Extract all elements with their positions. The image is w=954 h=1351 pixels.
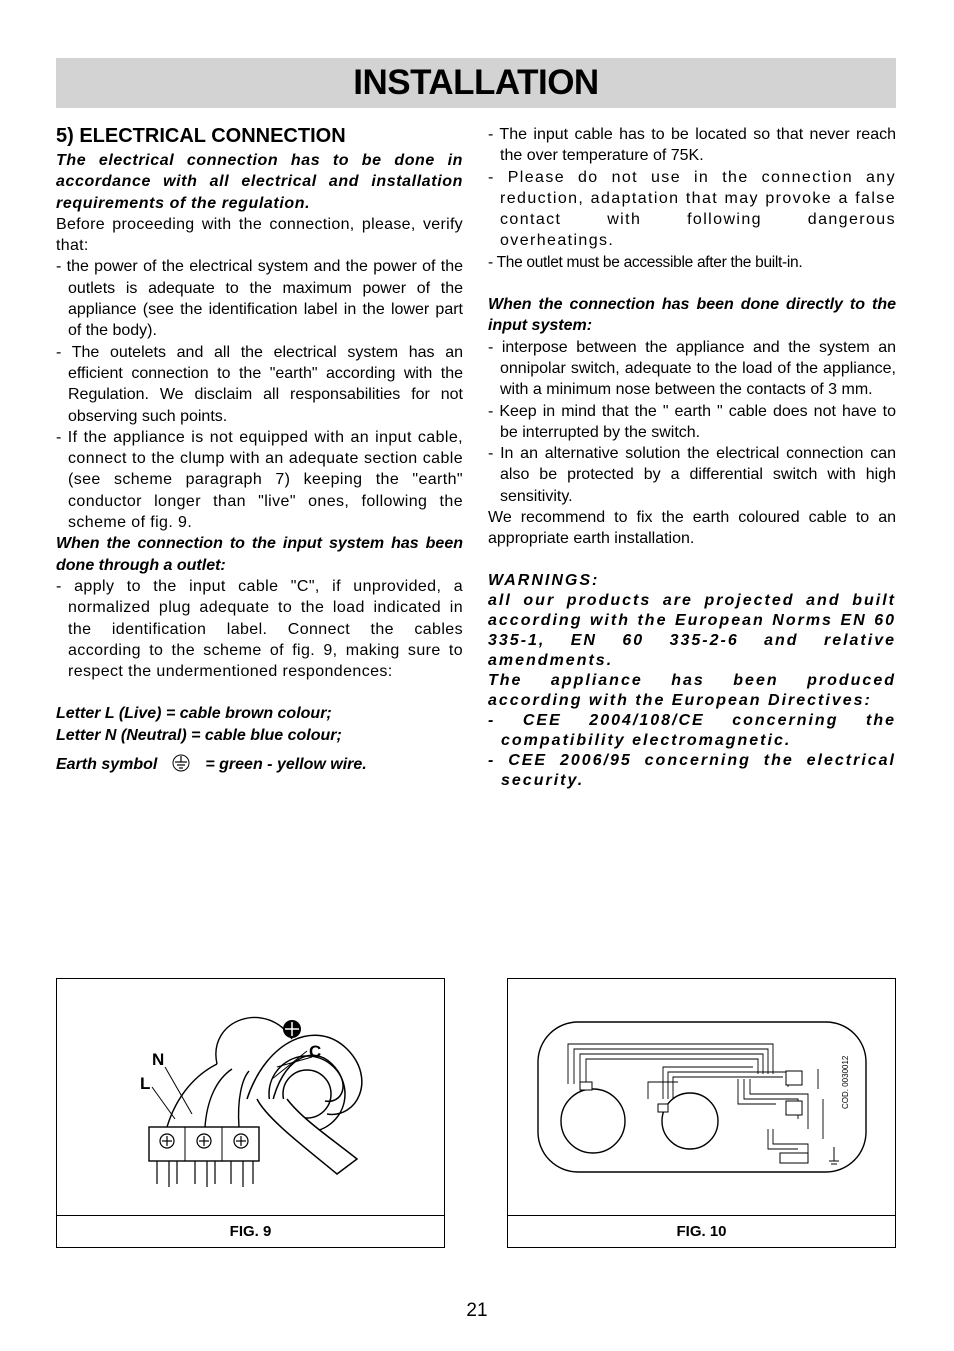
wiring-diagram — [508, 979, 895, 1215]
page-title: INSTALLATION — [353, 63, 599, 102]
right-column — [488, 124, 896, 791]
direct-item: - In an alternative solution the electrical connection can also be protected by a differential switch with high sensitivity. — [488, 445, 896, 505]
check-item: - The outelets and all the electrical system has an efficient connection to the "earth" according with the Regulation. We disclaim all responsabilities for not observing such points. — [56, 343, 463, 425]
figure-9 — [56, 978, 445, 1248]
outlet-item: - apply to the input cable "C", if unprovided, a normalized plug adequate to the load indicated in the identification label. Connect the cables according to the scheme of fig. 9, making sure to respect the undermentioned respondences: — [56, 577, 463, 681]
cable-item: - The input cable has to be located so that never reach the over temperature of 75K. — [488, 126, 896, 165]
earth-suffix: = green - yellow wire. — [205, 756, 367, 774]
directive-item: - CEE 2006/95 concerning the electrical security. — [488, 751, 896, 789]
direct-heading: When the connection has been done directly to the input system: — [488, 296, 896, 335]
label-n: N — [152, 1050, 165, 1069]
earth-prefix: Earth symbol — [56, 756, 158, 774]
label-l: L — [140, 1074, 151, 1093]
cable-item: - Please do not use in the connection any reduction, adaptation that may provoke a false contact with following dangerous overheatings. — [488, 168, 896, 250]
earth-symbol-icon — [171, 754, 191, 772]
warnings-text: all our products are projected and built according with the European Norms EN 60 335-1, EN 60 335-2-6 and relative amendments. — [488, 591, 896, 669]
fig10-caption: FIG. 10 — [508, 1215, 895, 1247]
page-number: 21 — [466, 1300, 488, 1321]
recommend-text: We recommend to fix the earth coloured cable to an appropriate earth installation. — [488, 509, 896, 548]
check-item: - If the appliance is not equipped with an input cable, connect to the clump with an adequate section cable (see scheme paragraph 7) keeping the "earth" conductor longer than "live" ones, following the scheme of fig. 9. — [56, 428, 463, 532]
intro-bold: The electrical connection has to be done in accordance with all electrical and installation requirements of the regulation. — [56, 152, 463, 212]
left-column — [56, 124, 463, 775]
cable-item: - The outlet must be accessible after the built-in. — [488, 253, 803, 271]
letter-n-line: Letter N (Neutral) = cable blue colour; — [56, 726, 342, 744]
intro-text: Before proceeding with the connection, please, verify that: — [56, 215, 463, 255]
direct-item: - interpose between the appliance and the system an onnipolar switch, adequate to the load of the appliance, with a minimum nose between the contacts of 3 mm. — [488, 338, 896, 399]
earth-line — [56, 754, 463, 775]
letter-l-line: Letter L (Live) = cable brown colour; — [56, 705, 332, 723]
section-heading: 5) ELECTRICAL CONNECTION — [56, 125, 346, 147]
terminal-block-diagram — [57, 979, 444, 1215]
direct-item: - Keep in mind that the " earth " cable does not have to be interrupted by the switch. — [488, 402, 896, 441]
label-c: C — [309, 1042, 322, 1061]
check-item: - the power of the electrical system and the power of the outlets is adequate to the maximum power of the appliance (see the identification label in the lower part of the body). — [56, 258, 463, 340]
figure-10 — [507, 978, 896, 1248]
fig9-caption: FIG. 9 — [57, 1215, 444, 1247]
title-banner — [56, 58, 896, 108]
warnings-text: The appliance has been produced according with the European Directives: — [488, 671, 896, 709]
code-label: COD. 0030012 — [841, 1055, 850, 1109]
outlet-heading: When the connection to the input system has been done through a outlet: — [56, 535, 463, 574]
directive-item: - CEE 2004/108/CE concerning the compatibility electromagnetic. — [488, 711, 896, 749]
warnings-heading: WARNINGS: — [488, 571, 600, 589]
